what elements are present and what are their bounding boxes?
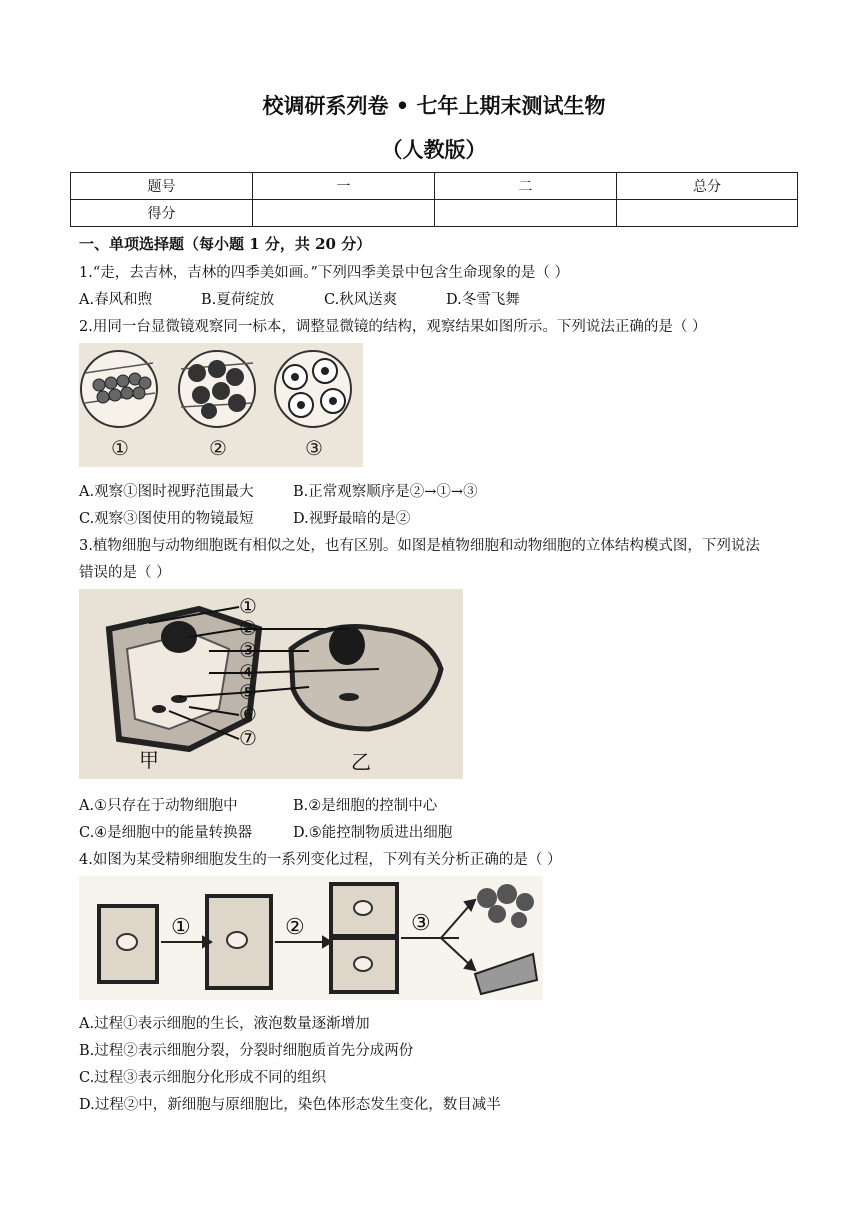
score-table — [70, 172, 798, 227]
q1-option-c[interactable]: C.秋风送爽 — [324, 292, 398, 308]
score-input-cell[interactable] — [435, 200, 617, 227]
q2-option-d[interactable]: D.视野最暗的是② — [293, 511, 411, 527]
score-input-cell[interactable] — [617, 200, 798, 227]
q1-option-b[interactable]: B.夏荷绽放 — [201, 292, 275, 308]
page-subtitle: （人教版） — [381, 137, 487, 162]
fig-label-3: ③ — [305, 436, 323, 460]
q3-option-a[interactable]: A.①只存在于动物细胞中 — [79, 798, 238, 814]
fig-label-6: ⑥ — [239, 702, 257, 726]
fig-label-1: ① — [239, 594, 257, 618]
table-cell: 题号 — [71, 173, 253, 200]
fig-label-5: ⑤ — [239, 680, 257, 704]
fig-label-7: ⑦ — [239, 726, 257, 750]
section-heading: 一、单项选择题（每小题 1 分，共 20 分） — [79, 235, 372, 253]
q2-option-b[interactable]: B.正常观察顺序是②→①→③ — [293, 484, 478, 500]
table-cell: 得分 — [71, 200, 253, 227]
page-title: 校调研系列卷 • 七年上期末测试生物 — [262, 93, 606, 118]
q3-option-d[interactable]: D.⑤能控制物质进出细胞 — [293, 825, 453, 841]
table-cell: 二 — [435, 173, 617, 200]
q2-option-c[interactable]: C.观察③图使用的物镜最短 — [79, 511, 254, 527]
q1-option-a[interactable]: A.春风和煦 — [79, 292, 153, 308]
question-2-stem: 2.用同一台显微镜观察同一标本，调整显微镜的结构，观察结果如图所示。下列说法正确的是（ ） — [79, 319, 707, 335]
question-3-stem-line1: 3.植物细胞与动物细胞既有相似之处，也有区别。如图是植物细胞和动物细胞的立体结构模式图，下列说法 — [79, 538, 760, 554]
q3-option-b[interactable]: B.②是细胞的控制中心 — [293, 798, 438, 814]
table-row — [71, 173, 798, 200]
question-4-stem: 4.如图为某受精卵细胞发生的一系列变化过程，下列有关分析正确的是（ ） — [79, 852, 562, 868]
q4-option-b[interactable]: B.过程②表示细胞分裂，分裂时细胞质首先分成两份 — [79, 1043, 414, 1059]
question-3-stem-line2: 错误的是（ ） — [79, 565, 171, 581]
q4-option-d[interactable]: D.过程②中，新细胞与原细胞比，染色体形态发生变化，数目减半 — [79, 1097, 501, 1113]
cell-division-figure — [79, 876, 543, 1000]
fig-label-2: ② — [239, 616, 257, 640]
q4-option-c[interactable]: C.过程③表示细胞分化形成不同的组织 — [79, 1070, 327, 1086]
fig-label-2: ② — [285, 915, 305, 940]
fig-label-1: ① — [111, 436, 129, 460]
fig-label-yi: 乙 — [351, 750, 371, 774]
q2-option-a[interactable]: A.观察①图时视野范围最大 — [79, 484, 254, 500]
question-1-stem: 1.“走，去吉林，吉林的四季美如画。”下列四季美景中包含生命现象的是（ ） — [79, 265, 570, 281]
fig-label-3: ③ — [239, 638, 257, 662]
q4-option-a[interactable]: A.过程①表示细胞的生长，液泡数量逐渐增加 — [79, 1016, 370, 1032]
table-row — [71, 200, 798, 227]
fig-label-4: ④ — [239, 660, 257, 684]
q3-option-c[interactable]: C.④是细胞中的能量转换器 — [79, 825, 253, 841]
microscope-views-figure — [79, 343, 363, 467]
cell-structure-figure — [79, 589, 463, 779]
table-cell: 一 — [253, 173, 435, 200]
fig-label-jia: 甲 — [139, 748, 159, 772]
fig-label-1: ① — [171, 915, 191, 940]
q1-option-d[interactable]: D.冬雪飞舞 — [446, 292, 520, 308]
score-input-cell[interactable] — [253, 200, 435, 227]
fig-label-2: ② — [209, 436, 227, 460]
table-cell: 总分 — [617, 173, 798, 200]
fig-label-3: ③ — [411, 911, 431, 936]
